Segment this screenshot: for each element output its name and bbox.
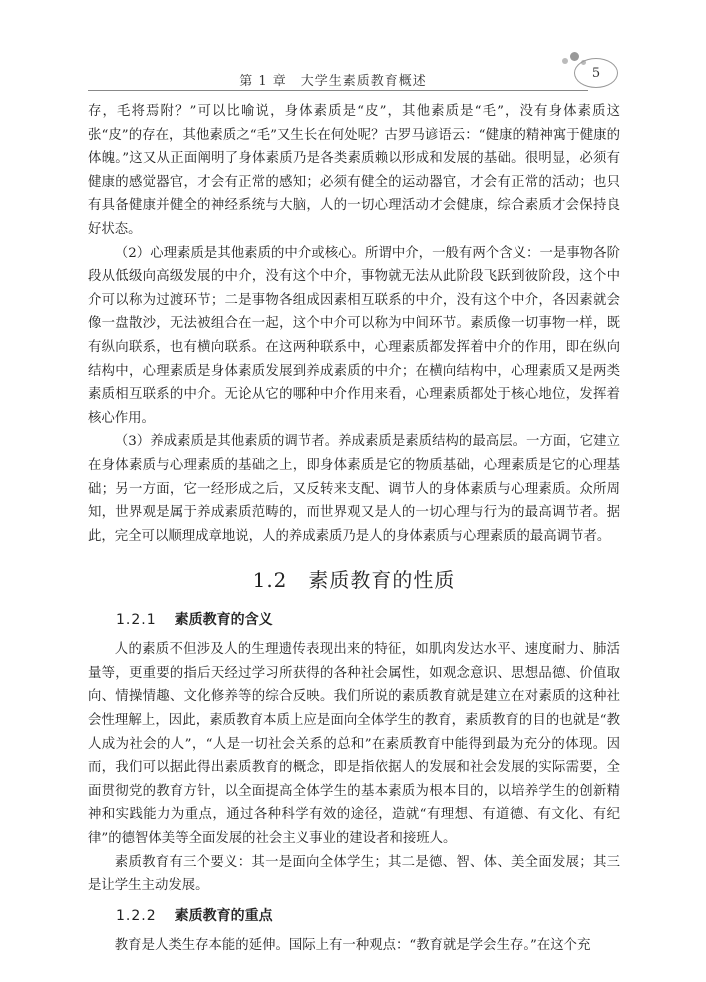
subsection-number: 1.2.2 — [116, 907, 157, 924]
subsection-number: 1.2.1 — [116, 612, 157, 629]
header-divider — [88, 90, 588, 91]
running-header — [88, 62, 618, 90]
paragraph: 教育是人类生存本能的延伸。国际上有一种观点：“教育就是学会生存。”在这个充 — [114, 937, 591, 953]
paragraph: （2）心理素质是其他素质的中介或核心。所谓中介，一般有两个含义：一是事物各阶段从低级向高级发展的中介，没有这个中介，事物就无法从此阶段飞跃到彼阶段，这个中介可以称为过渡环节；二是事物各组成因素相互联系的中介，没有这个中介，各因素就会像一盘散沙，无法被组合在一起，这个中介可以称为中间环节。素质像一切事物一样，既有纵向联系，也有横向联系。在这两种联系中，心理素质都发挥着中介的作用，即在纵向结构中，心理素质是身体素质发展到养成素质的中介；在横向结构中，心理素质又是两类素质相互联系的中介。无论从它的哪种中介作用来看，心理素质都处于核心地位，发挥着核心作用。 — [88, 245, 620, 426]
subsection-title: 素质教育的重点 — [174, 907, 273, 924]
paragraph: （3）养成素质是其他素质的调节者。养成素质是素质结构的最高层。一方面，它建立在身体素质与心理素质的基础之上，即身体素质是它的物质基础，心理素质是它的心理基础；另一方面，它一经形成之后，又反转来支配、调节人的身体素质与心理素质。众所周知，世界观是属于养成素质范畴的，而世界观又是人的一切心理与行为的最高调节者。据此，完全可以顺理成章地说，人的养成素质乃是人的身体素质与心理素质的最高调节者。 — [88, 434, 620, 544]
paragraph: 素质教育有三个要义：其一是面向全体学生；其二是德、智、体、美全面发展；其三是让学生主动发展。 — [88, 854, 620, 894]
chapter-title: 第 1 章 大学生素质教育概述 — [239, 74, 427, 89]
paragraph: 人的素质不但涉及人的生理遗传表现出来的特征，如肌肉发达水平、速度耐力、肺活量等，更重要的指后天经过学习所获得的各种社会属性，如观念意识、思想品德、价值取向、情操情趣、文化修养等的综合反映。我们所说的素质教育就是建立在对素质的这种社会性理解上，因此，素质教育本质上应是面向全体学生的教育，素质教育的目的也就是“教人成为社会的人”，“人是一切社会关系的总和”在素质教育中能得到最为充分的体现。因而，我们可以据此得出素质教育的概念，即是指依据人的发展和社会发展的实际需要，全面贯彻党的教育方针，以全面提高全体学生的基本素质为根本目的，以培养学生的创新精神和实践能力为重点，通过各种科学有效的途径，造就“有理想、有道德、有文化、有纪律”的德智体美等全面发展的社会主义事业的建设者和接班人。 — [88, 642, 620, 847]
subsection-heading — [88, 904, 620, 928]
section-title: 1.2 素质教育的性质 — [252, 568, 456, 593]
subsection-title: 素质教育的含义 — [174, 612, 273, 629]
page-body — [88, 100, 620, 957]
subsection-heading — [88, 608, 620, 632]
page-number: 5 — [591, 66, 601, 81]
paragraph: 存，毛将焉附？”可以比喻说，身体素质是“皮”，其他素质是“毛”，没有身体素质这张“皮”的存在，其他素质之“毛”又生长在何处呢？古罗马谚语云：“健康的精神寓于健康的体魄。”这又从正面阐明了身体素质乃是各类素质赖以形成和发展的基础。很明显，必须有健康的感觉器官，才会有正常的感知；必须有健全的运动器官，才会有正常的活动；也只有具备健康并健全的神经系统与大脑，人的一切心理活动才会健康，综合素质才会保持良好状态。 — [88, 104, 620, 237]
